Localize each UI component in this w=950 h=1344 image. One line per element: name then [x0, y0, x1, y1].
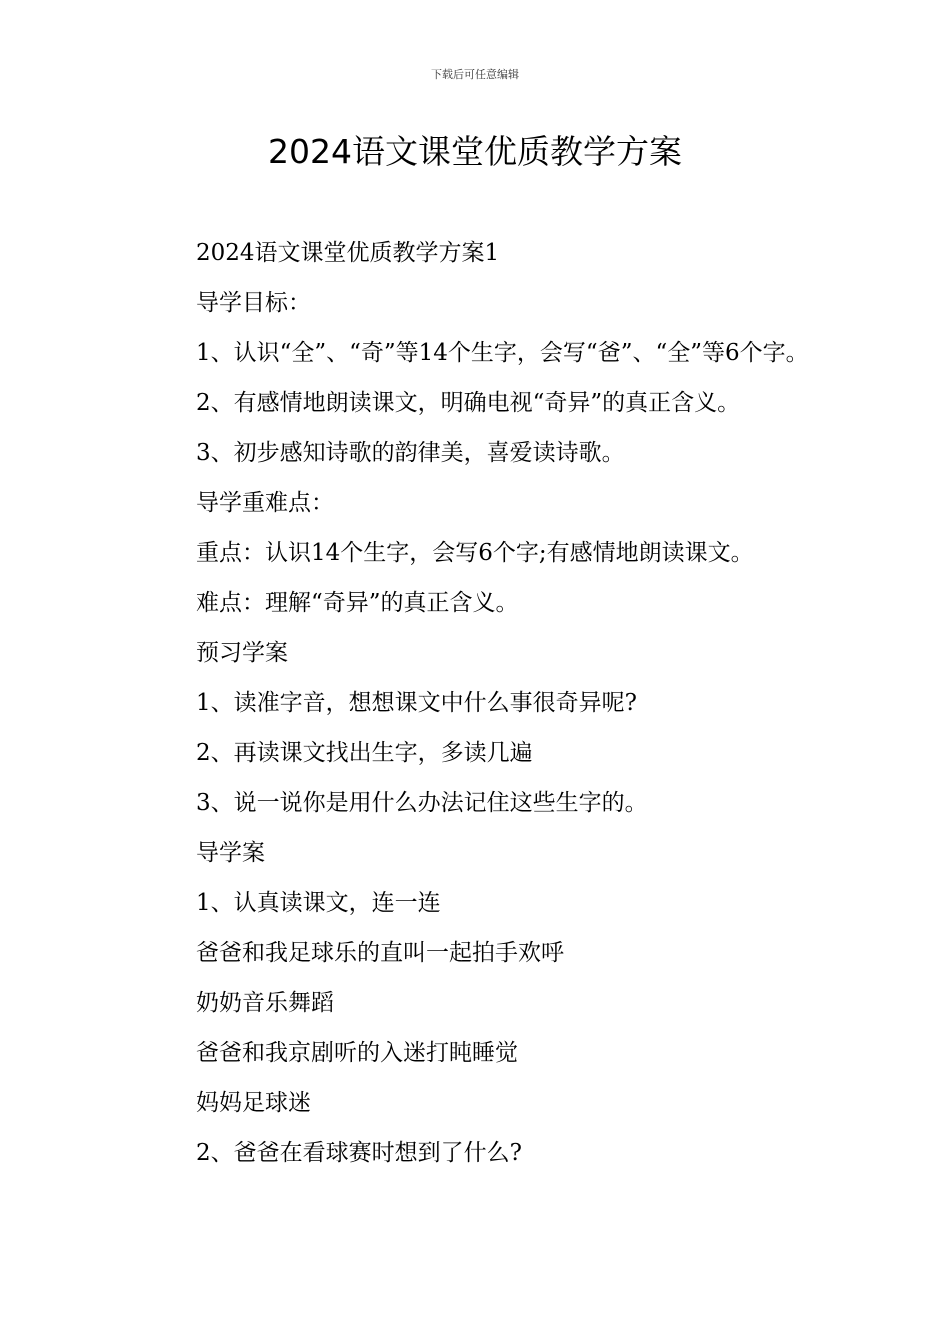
paragraph: 1、认识“全”、“奇”等14个生字，会写“爸”、“全”等6个字。 [196, 340, 809, 366]
header-note: 下载后可任意编辑 [431, 68, 519, 81]
paragraph: 2、再读课文找出生字，多读几遍 [196, 740, 533, 766]
paragraph: 预习学案 [196, 640, 288, 666]
paragraph: 3、初步感知诗歌的韵律美，喜爱读诗歌。 [196, 440, 625, 466]
paragraph: 导学重难点： [196, 490, 334, 516]
document-title: 2024语文课堂优质教学方案 [268, 132, 682, 171]
paragraph: 导学案 [196, 840, 265, 866]
paragraph: 1、读准字音，想想课文中什么事很奇异呢? [196, 690, 637, 716]
paragraph: 2、有感情地朗读课文，明确电视“奇异”的真正含义。 [196, 390, 741, 416]
paragraph: 爸爸和我京剧听的入迷打盹睡觉 [196, 1040, 518, 1066]
paragraph: 导学目标： [196, 290, 311, 316]
paragraph: 爸爸和我足球乐的直叫一起拍手欢呼 [196, 940, 564, 966]
document-body [148, 228, 828, 1178]
paragraph: 1、认真读课文，连一连 [196, 890, 441, 916]
paragraph: 重点：认识14个生字，会写6个字;有感情地朗读课文。 [196, 540, 754, 566]
paragraph: 3、说一说你是用什么办法记住这些生字的。 [196, 790, 648, 816]
paragraph: 难点：理解“奇异”的真正含义。 [196, 590, 519, 616]
paragraph: 妈妈足球迷 [196, 1090, 311, 1116]
paragraph: 2、爸爸在看球赛时想到了什么? [196, 1140, 522, 1166]
paragraph: 2024语文课堂优质教学方案1 [196, 240, 500, 266]
paragraph: 奶奶音乐舞蹈 [196, 990, 334, 1016]
